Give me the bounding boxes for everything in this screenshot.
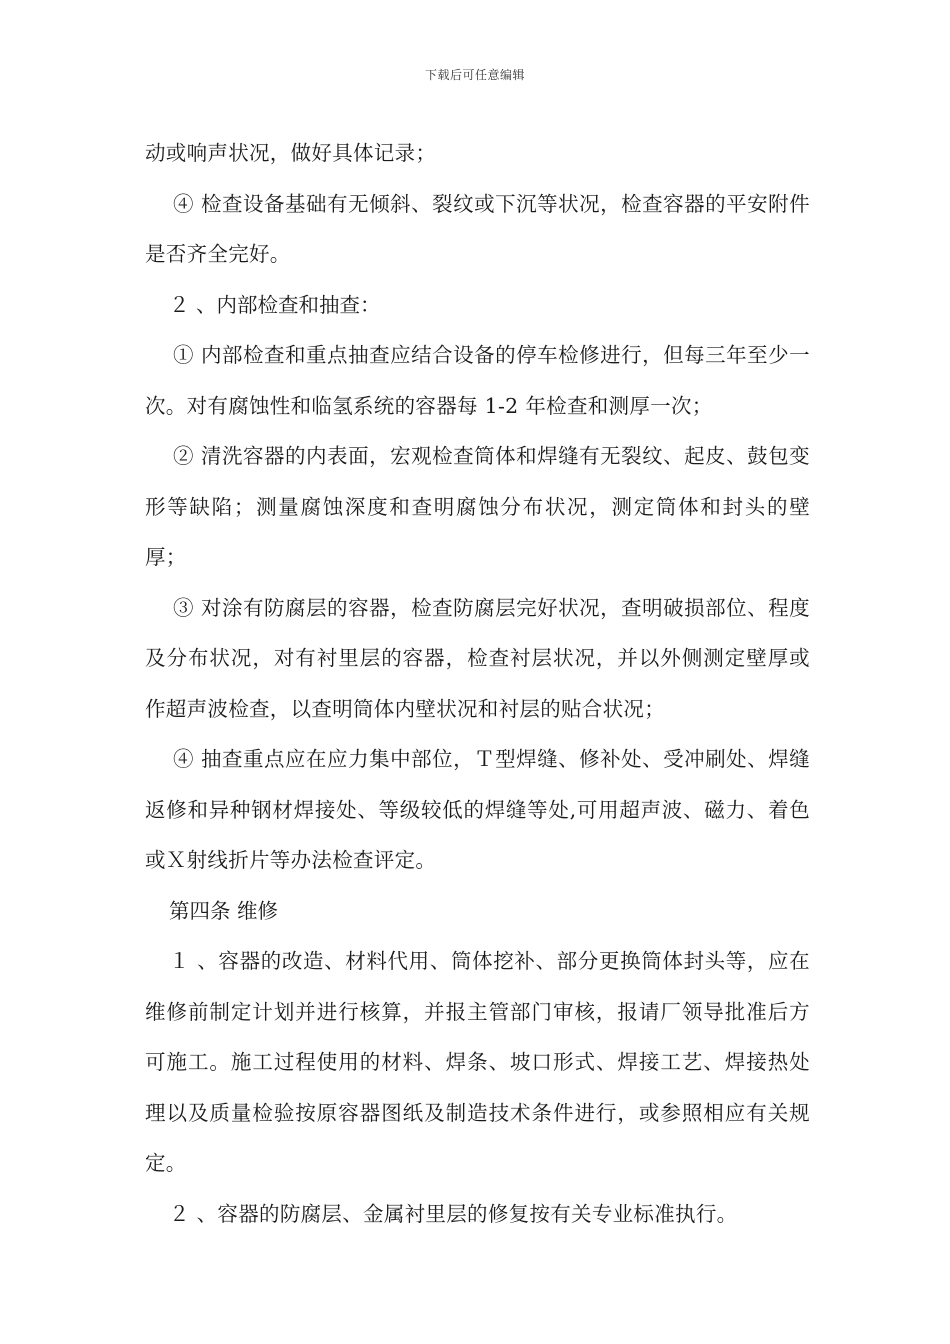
paragraph-item-1-internal: ① 内部检查和重点抽查应结合设备的停车检修进行，但每三年至少一次。对有腐蚀性和临氢系统的容器每 1-2 年检查和测厚一次； xyxy=(145,343,810,418)
paragraph-item-2-cleaning: ② 清洗容器的内表面，宏观检查筒体和焊缝有无裂纹、起皮、鼓包变形等缺陷；测量腐蚀深度和查明腐蚀分布状况，测定筒体和封头的壁厚； xyxy=(145,444,810,569)
paragraph-continuation: 动或响声状况，做好具体记录； xyxy=(145,141,437,165)
page-header: 下载后可任意编辑 xyxy=(424,68,525,82)
paragraph-maintenance-1: １ 、容器的改造、材料代用、筒体挖补、部分更换筒体封头等，应在维修前制定计划并进行核算，并报主管部门审核，报请厂领导批准后方可施工。施工过程使用的材料、焊条、坡口形式、焊接工艺、焊接热处理以及质量检验按原容器图纸及制造技术条件进行，或参照相应有关规定。 xyxy=(145,949,810,1175)
paragraph-maintenance-2: ２ 、容器的防腐层、金属衬里层的修复按有关专业标准执行。 xyxy=(169,1201,738,1226)
article-heading-maintenance: 第四条 维修 xyxy=(169,898,279,923)
document-body xyxy=(145,128,810,1239)
paragraph-item-3-coating: ③ 对涂有防腐层的容器，检查防腐层完好状况，查明破损部位、程度及分布状况，对有衬里层的容器，检查衬层状况，并以外侧测定壁厚或作超声波检查，以查明筒体内壁状况和衬层的贴合状况； xyxy=(145,595,810,721)
paragraph-item-4-foundation: ④ 检查设备基础有无倾斜、裂纹或下沉等状况，检查容器的平安附件是否齐全完好。 xyxy=(145,191,810,266)
paragraph-item-4-stress: ④ 抽查重点应在应力集中部位，Ｔ型焊缝、修补处、受冲刷处、焊缝返修和异种钢材焊接处、等级较低的焊缝等处,可用超声波、磁力、着色或Ｘ射线折片等办法检查评定。 xyxy=(145,747,810,872)
section-heading-internal-inspection: ２ 、内部检查和抽查： xyxy=(169,292,381,317)
